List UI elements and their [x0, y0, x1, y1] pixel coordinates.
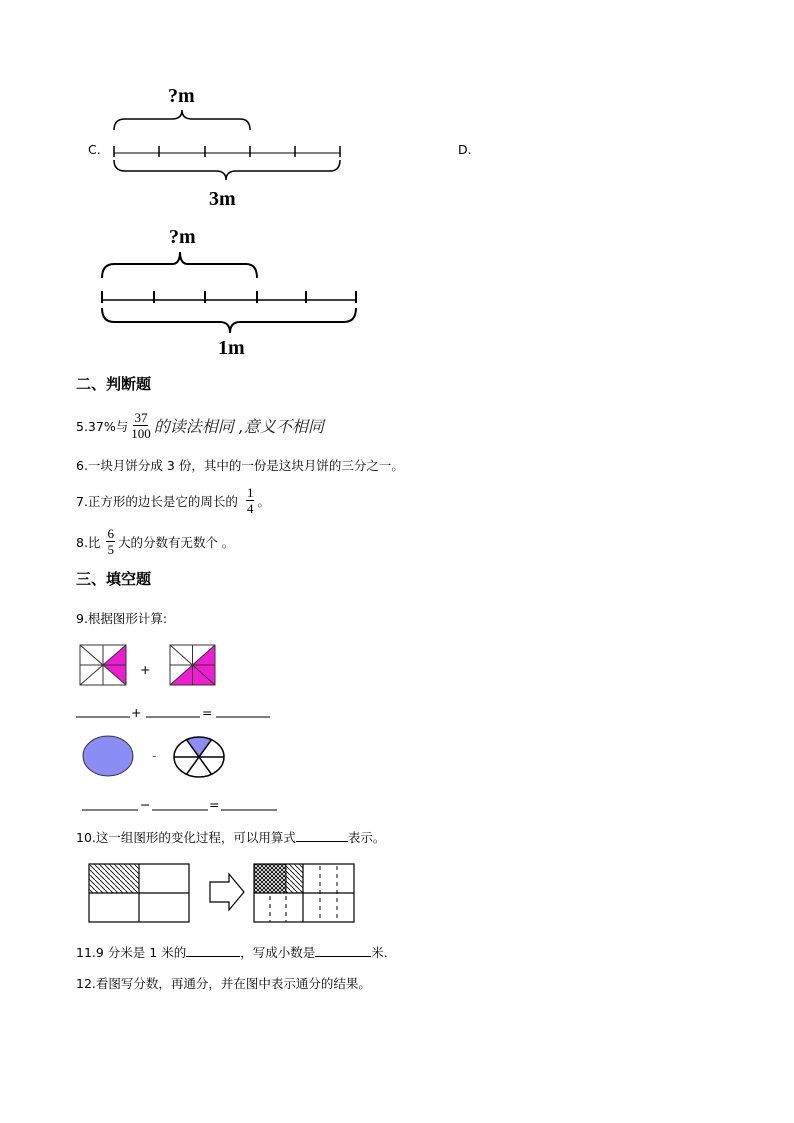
q10-rect-before: [89, 864, 189, 922]
q8-prefix: 8.比: [76, 534, 101, 550]
q7-denominator: 4: [246, 501, 254, 516]
question-6: 6.一块月饼分成 3 份，其中的一份是这块月饼的三分之一。: [76, 458, 404, 473]
q11-blank-1[interactable]: [186, 956, 240, 957]
question-12: 12.看图写分数，再通分，并在图中表示通分的结果。: [76, 976, 371, 991]
q8-suffix: 大的分数有无数个 。: [117, 534, 235, 550]
q10-blank[interactable]: [296, 841, 348, 842]
q9-plus-sign: +: [140, 662, 151, 677]
q9-eq2-minus: −: [140, 797, 151, 812]
question-9-text: 9.根据图形计算:: [76, 611, 168, 626]
q7-numerator: 1: [246, 485, 254, 500]
figure-c-top-label: ?m: [168, 85, 195, 107]
q5-prefix: 5.37%与: [76, 418, 129, 434]
q5-denominator: 100: [131, 426, 151, 441]
q7-suffix: 。: [257, 493, 270, 509]
q8-numerator: 6: [107, 526, 114, 541]
q8-denominator: 5: [107, 542, 114, 557]
q9-circle-2: [174, 737, 224, 777]
arrow-icon: [210, 874, 244, 910]
q11-part1: 11.9 分米是 1 米的: [76, 945, 187, 960]
q9-square-1: [80, 645, 126, 685]
q9-eq1-equals: =: [202, 705, 213, 720]
q11-blank-2[interactable]: [315, 956, 371, 957]
q9-square-2: [170, 645, 215, 685]
q7-prefix: 7.正方形的边长是它的周长的: [76, 493, 238, 509]
figure-c-bottom-label: 3m: [209, 188, 236, 210]
q9-eq2-equals: =: [209, 797, 220, 812]
q10-prefix: 10.这一组图形的变化过程，可以用算式: [76, 830, 296, 845]
figure-d-top-label: ?m: [169, 226, 196, 248]
question-10: [76, 828, 385, 846]
q9-circle-1: [83, 736, 133, 776]
q9-minus-sign: -: [152, 748, 157, 763]
q9-eq1-plus: +: [131, 705, 142, 720]
option-d-label: D.: [458, 142, 472, 157]
q5-numerator: 37: [134, 410, 148, 425]
q11-part2: ，写成小数是: [240, 945, 316, 960]
q10-suffix: 表示。: [347, 830, 386, 845]
q5-suffix: 的读法相同 ,意义不相同: [153, 417, 324, 436]
figure-d-bottom-label: 1m: [218, 337, 245, 359]
question-11: [76, 943, 388, 961]
section-heading-fill-blank: 三、填空题: [76, 570, 152, 588]
q10-rect-after: [254, 864, 354, 922]
section-heading-judgment: 二、判断题: [76, 375, 152, 393]
q11-part3: 米.: [371, 945, 388, 960]
option-c-label: C.: [88, 142, 101, 157]
